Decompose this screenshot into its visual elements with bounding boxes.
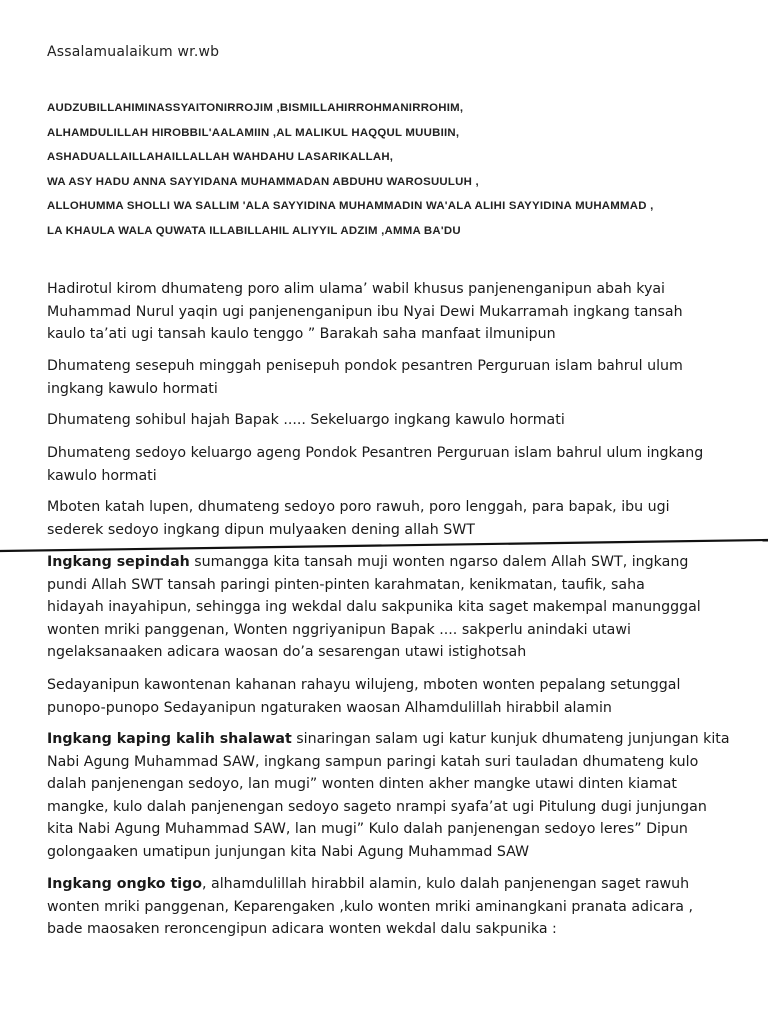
opening-line: WA ASY HADU ANNA SAYYIDANA MUHAMMADAN ABDUHU WAROSUULUH , xyxy=(47,175,479,188)
paragraph-line: sumangga kita tansah muji wonten ngarso dalem Allah SWT, ingkang xyxy=(189,554,689,570)
paragraph-line: sederek sedoyo ingkang dipun mulyaaken dening allah SWT xyxy=(47,521,475,538)
respect-paragraph-keluargo xyxy=(47,442,767,487)
paragraph-line: Dhumateng sohibul hajah Bapak ..... Sekeluargo ingkang kawulo hormati xyxy=(47,412,565,428)
paragraph-line: kawulo hormati xyxy=(47,467,157,484)
body-paragraph-sepindah xyxy=(47,551,767,664)
paragraph-line: sinaringan salam ugi katur kunjuk dhumateng junjungan kita xyxy=(291,731,730,747)
paragraph-line: wonten mriki panggenan, Wonten nggriyanipun Bapak .... sakperlu anindaki utawi xyxy=(47,621,631,638)
respect-paragraph-sohibul-hajah xyxy=(47,409,767,432)
paragraph-line: kaulo ta’ati ugi tansah kaulo tenggo ” Barakah saha manfaat ilmunipun xyxy=(47,326,556,343)
respect-paragraph-ulama xyxy=(47,278,767,346)
section-divider xyxy=(0,538,768,552)
body-paragraph-sedayanipun xyxy=(47,674,767,719)
paragraph-line: Nabi Agung Muhammad SAW, ingkang sampun paringi katah suri tauladan dhumateng kulo xyxy=(47,753,699,770)
paragraph-line: pundi Allah SWT tansah paringi pinten-pinten karahmatan, kenikmatan, taufik, saha xyxy=(47,576,645,593)
greeting-line: Assalamualaikum wr.wb xyxy=(47,44,220,60)
opening-line: ALLOHUMMA SHOLLI WA SALLIM 'ALA SAYYIDINA MUHAMMADIN WA'ALA ALIHI SAYYIDINA MUHAMMAD , xyxy=(47,200,654,213)
paragraph-line: dalah panjenengan sedoyo, lan mugi” wonten dinten akher mangke utawi dinten kiamat xyxy=(47,776,677,793)
paragraph-line: ingkang kawulo hormati xyxy=(47,380,218,397)
paragraph-line: Hadirotul kirom dhumateng poro alim ulama’ wabil khusus panjenenganipun abah kyai xyxy=(47,281,666,297)
paragraph-line: Sedayanipun kawontenan kahanan rahayu wilujeng, mboten wonten pepalang setunggal xyxy=(47,677,681,693)
paragraph-line: hidayah inayahipun, sehingga ing wekdal dalu sakpunika kita saget makempal manungggal xyxy=(47,599,701,616)
opening-line: AUDZUBILLAHIMINASSYAITONIRROJIM ,BISMILLAHIRROHMANIRROHIM, xyxy=(47,102,464,114)
paragraph-line: bade maosaken reroncengipun adicara wonten wekdal dalu sakpunika : xyxy=(47,921,557,938)
paragraph-line: mangke, kulo dalah panjenengan sedoyo sageto nrampi syafa’at ugi Pitulung dugi junjungan xyxy=(47,798,707,815)
paragraph-lead: Ingkang kaping kalih shalawat xyxy=(47,731,292,747)
paragraph-line: punopo-punopo Sedayanipun ngaturaken waosan Alhamdulillah hirabbil alamin xyxy=(47,699,612,716)
body-paragraph-ongko-tigo xyxy=(47,873,767,941)
opening-line: ASHADUALLAILLAHAILLALLAH WAHDAHU LASARIKALLAH, xyxy=(47,151,394,164)
paragraph-line: , alhamdulillah hirabbil alamin, kulo dalah panjenengan saget rawuh xyxy=(202,876,690,892)
paragraph-line: golongaaken umatipun junjungan kita Nabi Agung Muhammad SAW xyxy=(47,843,530,860)
paragraph-line: kita Nabi Agung Muhammad SAW, lan mugi” Kulo dalah panjenengan sedoyo leres” Dipun xyxy=(47,821,688,838)
opening-line: LA KHAULA WALA QUWATA ILLABILLAHIL ALIYYIL ADZIM ,AMMA BA'DU xyxy=(47,224,461,237)
respect-paragraph-rawuh xyxy=(47,496,767,541)
opening-prayers xyxy=(47,98,747,246)
paragraph-line: Muhammad Nurul yaqin ugi panjenenganipun ibu Nyai Dewi Mukarramah ingkang tansah xyxy=(47,303,683,320)
paragraph-line: ngelaksanaaken adicara waosan do’a sesarengan utawi istighotsah xyxy=(47,644,527,661)
opening-line: ALHAMDULILLAH HIROBBIL'AALAMIIN ,AL MALIKUL HAQQUL MUUBIIN, xyxy=(47,126,460,139)
paragraph-lead: Ingkang ongko tigo xyxy=(47,876,203,892)
paragraph-line: Dhumateng sedoyo keluargo ageng Pondok Pesantren Perguruan islam bahrul ulum ingkang xyxy=(47,445,704,461)
paragraph-line: Dhumateng sesepuh minggah penisepuh pondok pesantren Perguruan islam bahrul ulum xyxy=(47,358,683,374)
paragraph-line: wonten mriki panggenan, Keparengaken ,kulo wonten mriki aminangkani pranata adicara , xyxy=(47,898,694,915)
paragraph-lead: Ingkang sepindah xyxy=(47,554,190,570)
paragraph-line: Mboten katah lupen, dhumateng sedoyo poro rawuh, poro lenggah, para bapak, ibu ugi xyxy=(47,499,670,515)
respect-paragraph-sesepuh xyxy=(47,355,767,400)
body-paragraph-shalawat xyxy=(47,728,767,864)
